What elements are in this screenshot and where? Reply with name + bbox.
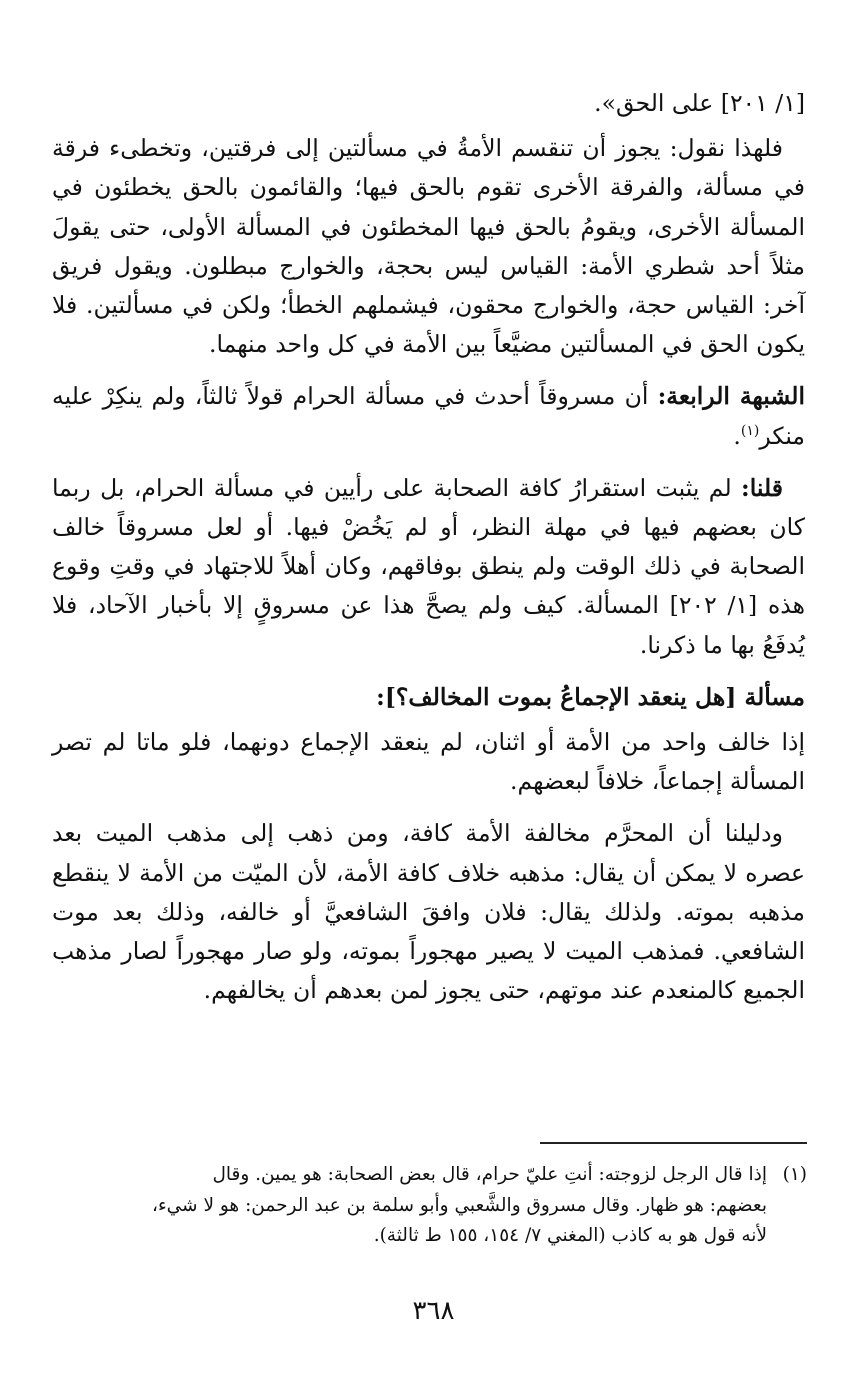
paragraph-1: فلهذا نقول: يجوز أن تنقسم الأمةُ في مسألتين إلى فرقتين، وتخطىء فرقة في مسألة، والفرقة الأخرى تقوم بالحق فيها؛ والقائمون بالحق يخطئون في المسألة الأخرى، ويقومُ بالحق فيها المخطئون في المسألة الأولى، حتى يقولَ مثلاً أحد شطري الأمة: القياس ليس بحجة، والخوارج مبطلون. ويقول فريق آخر: القياس حجة، والخوارج محقون، فيشملهم الخطأ؛ ولكن في مسألتين. فلا يكون الحق في المسألتين مضيَّعاً بين الأمة في كل واحد منهما.: [52, 134, 805, 359]
footnote-line-2: بعضهم: هو ظهار. وقال مسروق والشَّعبي وأبو سلمة بن عبد الرحمن: هو لا شيء،: [151, 1194, 767, 1216]
paragraph-reply: [52, 469, 805, 665]
footnote-text-1: إذا قال الرجل لزوجته: أنتِ عليّ حرام، قال بعض الصحابة: هو يمين. وقال: [212, 1164, 767, 1185]
footnote-line-1: [52, 1160, 807, 1191]
paragraph-objection-4: [52, 377, 805, 455]
footnote-reference[interactable]: (١): [740, 422, 760, 439]
objection-heading: الشبهة الرابعة:: [657, 382, 805, 411]
footnote-divider: [540, 1142, 807, 1144]
paragraph-carryover: [١/ ٢٠١] على الحق».: [594, 89, 805, 117]
paragraph-5: إذا خالف واحد من الأمة أو اثنان، لم ينعقد الإجماع دونهما، فلو ماتا لم تصر المسألة إجماعاً، خلافاً لبعضهم.: [52, 728, 805, 796]
objection-end: .: [733, 421, 741, 450]
paragraph-6: ودليلنا أن المحرَّم مخالفة الأمة كافة، ومن ذهب إلى مذهب الميت بعد عصره لا يمكن أن يقال: مذهبه خلاف كافة الأمة، لأن الميّت من الأمة لا ينقطع مذهبه بموته. ولذلك يقال: فلان وافقَ الشافعيَّ أو خالفه، وذلك بعد موت الشافعي. فمذهب الميت لا يصير مهجوراً بموته، ولو صار مهجوراً لصار مذهب الجميع كالمنعدم عند موتهم، حتى يجوز لمن بعدهم أن يخالفهم.: [52, 819, 805, 1005]
reply-heading: قلنا:: [741, 473, 783, 502]
reply-text: لم يثبت استقرارُ كافة الصحابة على رأيين في مسألة الحرام، بل ربما كان بعضهم فيها في مهلة النظر، أو لم يَخُضْ فيها. أو لعل مسروقاً خالف الصحابة في ذلك الوقت ولم ينطق بوفاقهم، وكان أهلاً للاجتهاد في وقتِ وقوع هذه [١/ ٢٠٢] المسألة. كيف ولم يصحَّ هذا عن مسروقٍ إلا بأخبار الآحاد، فلا يُدفَعُ بها ما ذكرنا.: [52, 473, 805, 659]
footnote-number: (١): [782, 1164, 807, 1185]
page-number: ٣٦٨: [412, 1296, 455, 1326]
section-heading: مسألة [هل ينعقد الإجماعُ بموت المخالف؟]:: [376, 682, 805, 711]
footnote-line-3: لأنه قول هو به كاذب (المغني ٧/ ١٥٤، ١٥٥ ط ثالثة).: [373, 1225, 767, 1246]
footnote: [52, 1160, 807, 1252]
objection-text: أن مسروقاً أحدث في مسألة الحرام قولاً ثالثاً، ولم ينكِرْ عليه منكر: [52, 382, 805, 450]
